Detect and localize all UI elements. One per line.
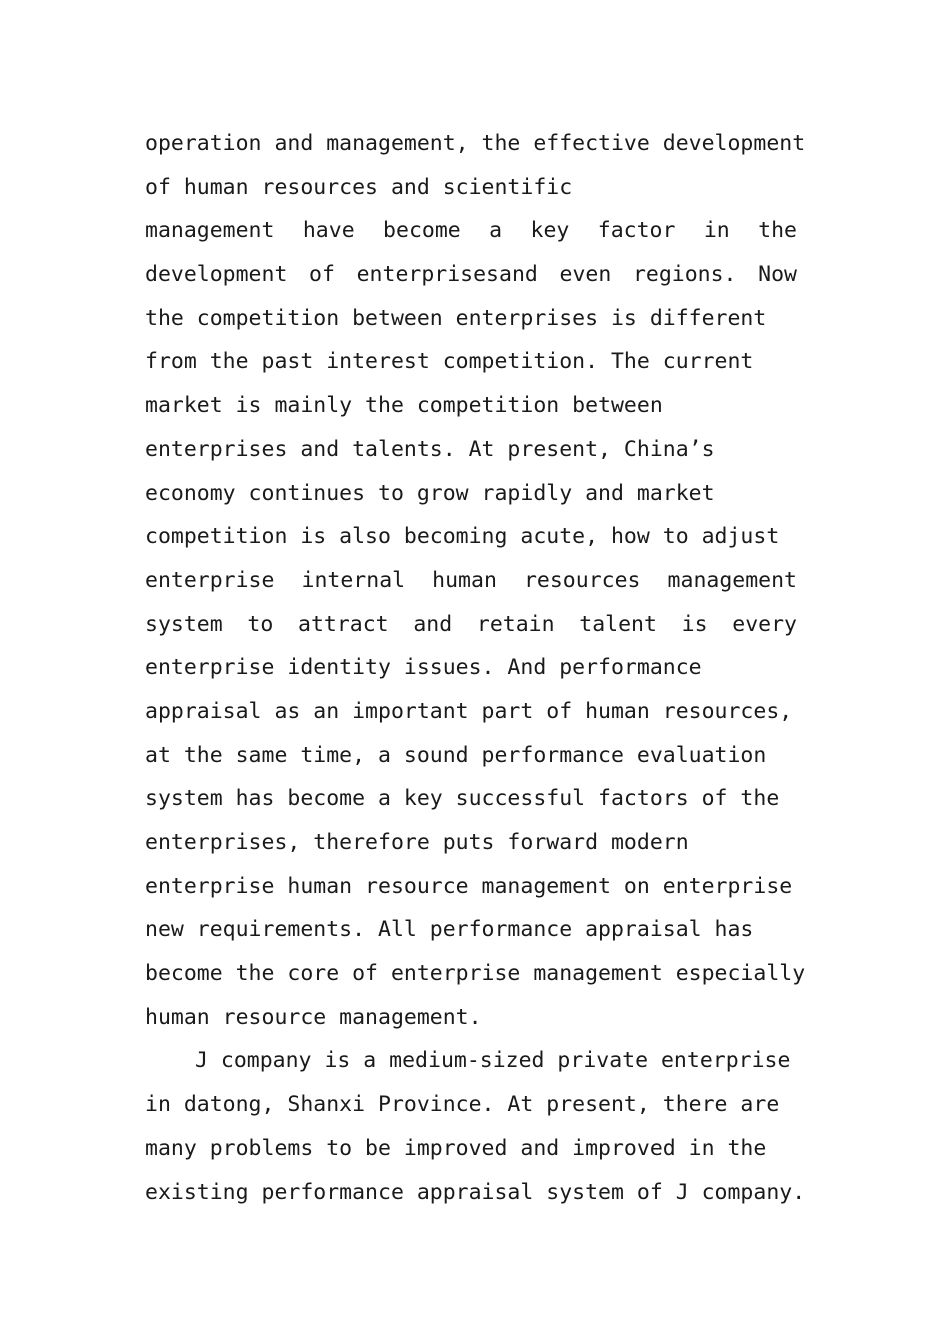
text-line: enterprise internal human resources management — [145, 567, 797, 593]
text-line: from the past interest competition. The current — [145, 349, 754, 375]
text-line: in datong, Shanxi Province. At present, there are — [145, 1092, 780, 1118]
text-line: competition is also becoming acute, how to adjust — [145, 524, 780, 550]
text-line: of human resources and scientific — [145, 174, 573, 200]
text-line: market is mainly the competition between — [145, 393, 663, 419]
text-line: the competition between enterprises is different — [145, 305, 767, 331]
text-line: economy continues to grow rapidly and market — [145, 480, 715, 506]
text-line: development of enterprisesand even regions. Now — [145, 262, 797, 288]
text-line: at the same time, a sound performance evaluation — [145, 742, 767, 768]
text-line: existing performance appraisal system of J company. — [145, 1179, 806, 1205]
text-line: many problems to be improved and improved in the — [145, 1135, 767, 1161]
paragraph-1 — [145, 122, 806, 1039]
text-line: become the core of enterprise management especially — [145, 961, 806, 987]
text-line: human resource management. — [145, 1004, 482, 1030]
text-line: system to attract and retain talent is every — [145, 611, 797, 637]
text-line: appraisal as an important part of human resources, — [145, 698, 793, 724]
text-line: operation and management, the effective development — [145, 131, 806, 156]
paragraph-2 — [145, 1039, 806, 1214]
text-line: enterprise human resource management on enterprise — [145, 873, 793, 899]
text-line: enterprise identity issues. And performance — [145, 655, 702, 681]
text-line: new requirements. All performance appraisal has — [145, 917, 754, 943]
text-line: management have become a key factor in the — [145, 218, 797, 244]
text-line: system has become a key successful factors of the — [145, 786, 780, 812]
text-line: enterprises, therefore puts forward modern — [145, 830, 689, 855]
text-line: enterprises and talents. At present, China’s — [145, 436, 715, 462]
text-line: J company is a medium-sized private enterprise — [195, 1048, 791, 1074]
body-text — [145, 122, 806, 1214]
